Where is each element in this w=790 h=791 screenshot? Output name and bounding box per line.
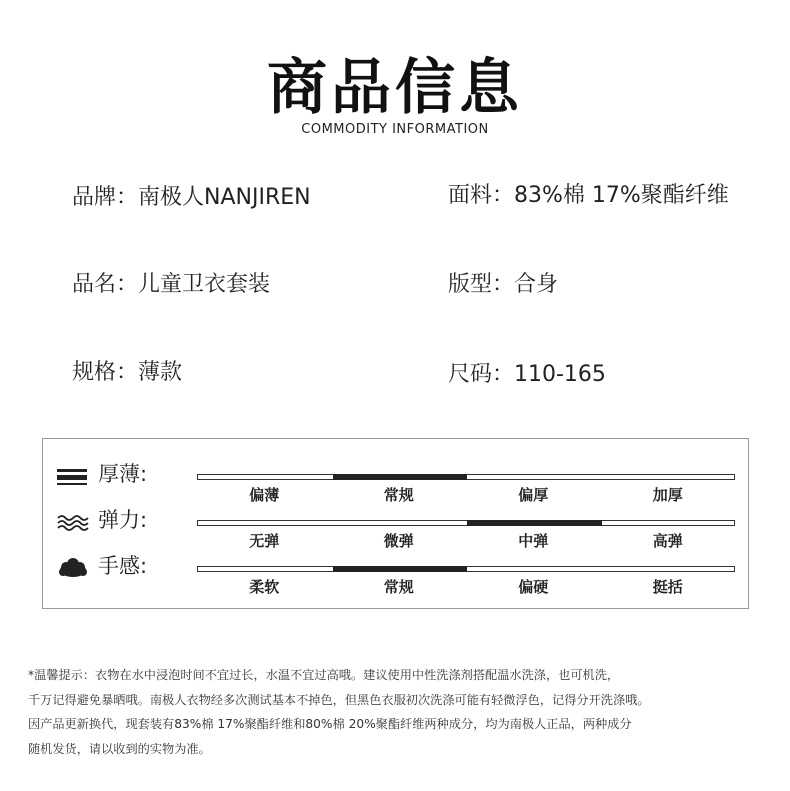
thickness-lines-icon (57, 466, 89, 488)
attribute-selected-segment (333, 566, 468, 572)
attribute-row-elasticity (43, 510, 748, 556)
option-label: 微弹 (383, 532, 414, 550)
option-label: 中弹 (518, 532, 549, 550)
attribute-scale-hand-feel (197, 566, 735, 572)
attribute-scale-elasticity (197, 520, 735, 526)
attribute-scale-thickness (197, 474, 735, 480)
care-note-line: 千万记得避免暴晒哦。南极人衣物经多次测试基本不掉色，但黑色衣服初次洗涤可能有轻微浮色，记得分开洗涤哦。 (28, 693, 650, 707)
page-title: 商品信息 (267, 53, 523, 123)
option-label: 偏薄 (249, 486, 280, 504)
attribute-options-thickness (197, 484, 735, 504)
option-label: 偏硬 (518, 578, 549, 596)
wave-icon (57, 512, 89, 534)
option-label: 偏厚 (518, 486, 549, 504)
page-subtitle: COMMODITY INFORMATION (301, 122, 489, 137)
care-note-line: *温馨提示：衣物在水中浸泡时间不宜过长，水温不宜过高哦。建议使用中性洗涤剂搭配温水洗涤，也可机洗， (28, 668, 620, 682)
spec-fabric: 面料：83%棉 17%聚酯纤维 (448, 183, 729, 208)
spec-size: 尺码：110-165 (448, 362, 606, 387)
option-label: 高弹 (652, 532, 683, 550)
option-label: 常规 (383, 486, 414, 504)
attribute-selected-segment (333, 474, 468, 480)
spec-name: 品名：儿童卫衣套装 (72, 272, 271, 297)
care-note-line: 因产品更新换代，现套装有83%棉 17%聚酯纤维和80%棉 20%聚酯纤维两种成分，均为南极人正品，两种成分 (28, 717, 632, 731)
option-label: 加厚 (652, 486, 683, 504)
fabric-attributes-panel (42, 438, 749, 609)
attribute-row-hand-feel (43, 556, 748, 602)
option-label: 挺括 (652, 578, 683, 596)
spec-fit: 版型：合身 (448, 272, 559, 297)
option-label: 常规 (383, 578, 414, 596)
spec-brand: 品牌：南极人NANJIREN (72, 185, 311, 210)
attribute-options-hand-feel (197, 576, 735, 596)
cloud-icon (57, 558, 89, 580)
option-label: 柔软 (249, 578, 280, 596)
attribute-label-thickness: 厚薄: (98, 462, 148, 486)
attribute-label-hand-feel: 手感: (98, 554, 148, 578)
attribute-options-elasticity (197, 530, 735, 550)
attribute-selected-segment (467, 520, 602, 526)
spec-style: 规格：薄款 (72, 360, 183, 385)
attribute-label-elasticity: 弹力: (98, 508, 148, 532)
care-note-line: 随机发货，请以收到的实物为准。 (28, 742, 211, 756)
option-label: 无弹 (249, 532, 280, 550)
attribute-row-thickness (43, 464, 748, 510)
